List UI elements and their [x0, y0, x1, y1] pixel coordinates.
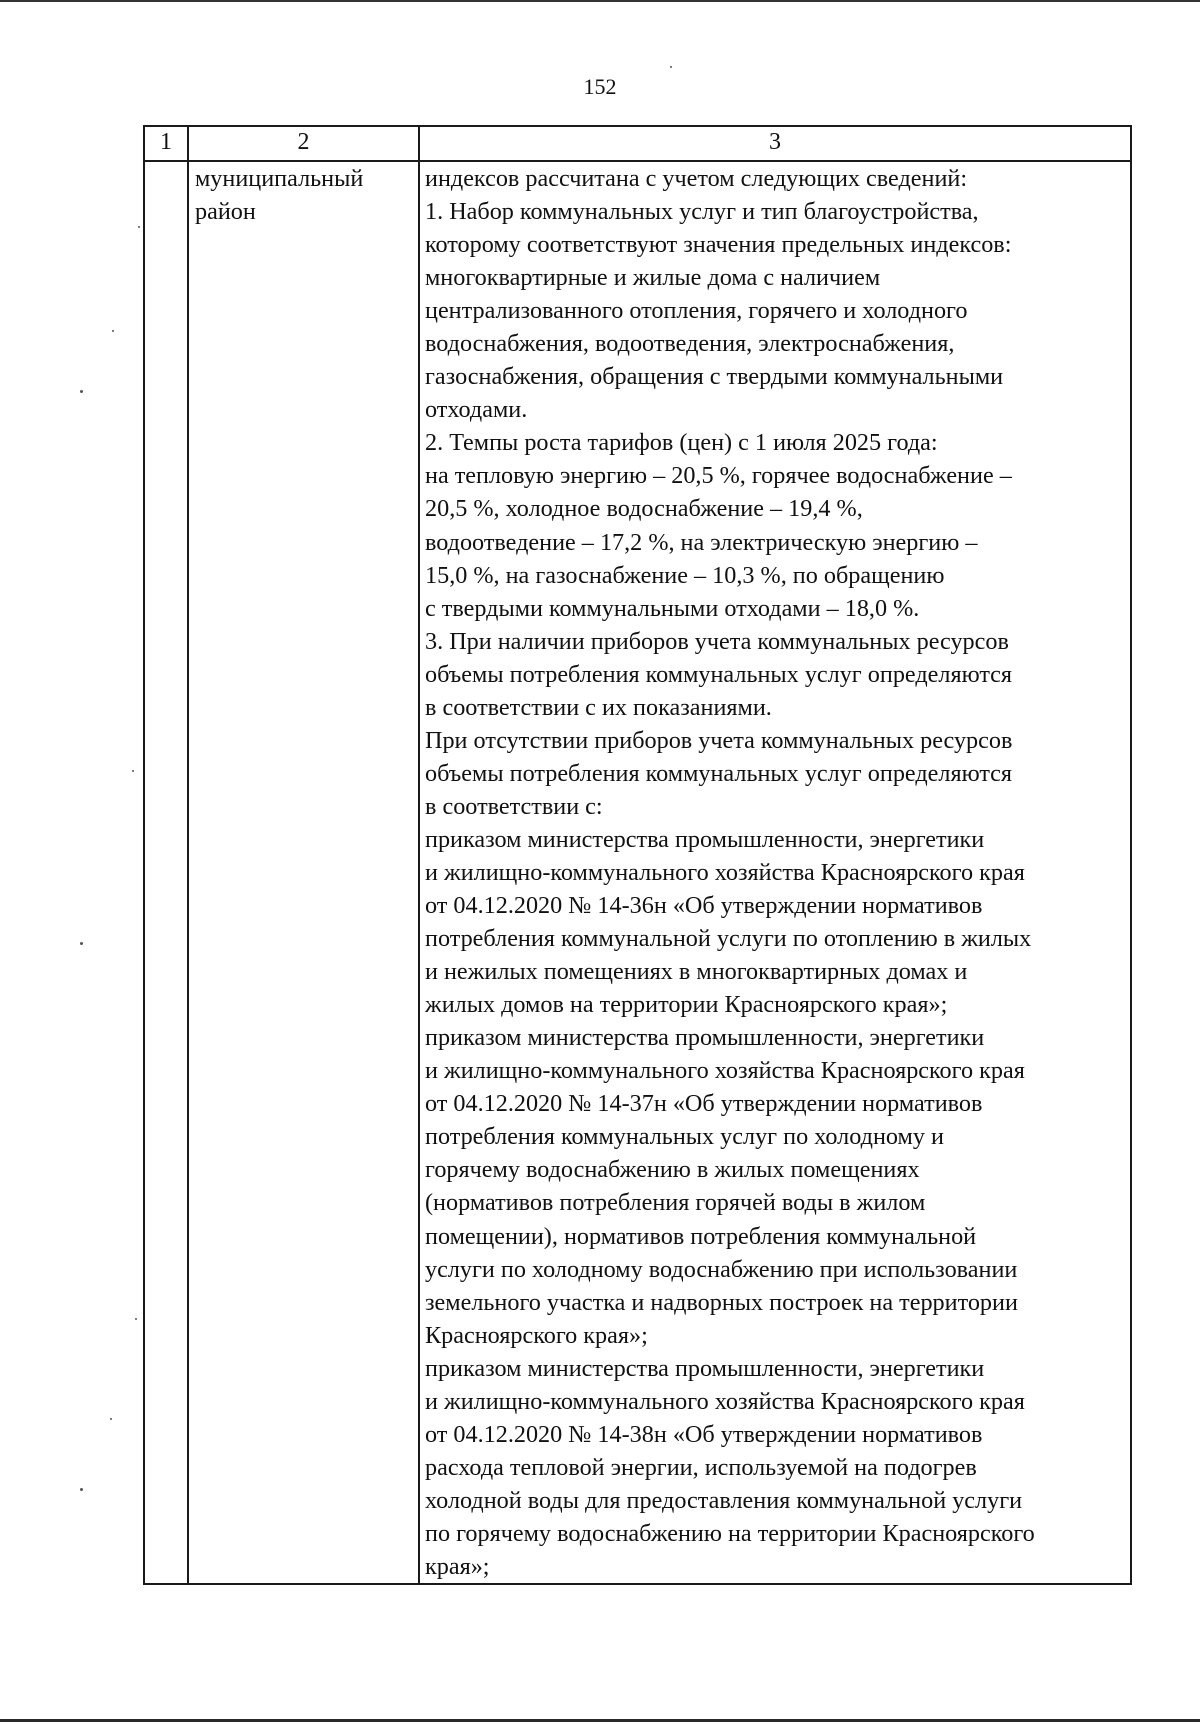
cell-line: и жилищно-коммунального хозяйства Красноярского края	[425, 1057, 1025, 1085]
cell-line: (нормативов потребления горячей воды в жилом	[425, 1189, 926, 1217]
cell-line: жилых домов на территории Красноярского края»;	[425, 991, 948, 1019]
cell-line: При отсутствии приборов учета коммунальных ресурсов	[425, 726, 1013, 754]
content-table	[143, 125, 1132, 1585]
cell-line: от 04.12.2020 № 14-38н «Об утверждении нормативов	[425, 1420, 983, 1448]
cell-line: на тепловую энергию – 20,5 %, горячее водоснабжение –	[425, 462, 1012, 490]
scan-edge-top	[0, 0, 1200, 2]
cell-line: приказом министерства промышленности, энергетики	[425, 1354, 985, 1382]
table-row	[144, 161, 1131, 1584]
cell-line: Красноярского края»;	[425, 1321, 648, 1349]
row-cell-description	[419, 161, 1131, 1584]
cell-line: многоквартирные и жилые дома с наличием	[425, 264, 881, 292]
cell-line: и жилищно-коммунального хозяйства Красноярского края	[425, 858, 1025, 886]
cell-line: расхода тепловой энергии, используемой на подогрев	[425, 1453, 977, 1481]
cell-line: горячему водоснабжению в жилых помещениях	[425, 1156, 920, 1184]
cell-line: индексов рассчитана с учетом следующих сведений:	[425, 165, 968, 192]
cell-line: приказом министерства промышленности, энергетики	[425, 825, 985, 853]
cell-line: по горячему водоснабжению на территории Красноярского	[425, 1519, 1035, 1547]
page-number: 152	[583, 74, 617, 99]
cell-line: объемы потребления коммунальных услуг определяются	[425, 660, 1013, 688]
cell-line: потребления коммунальных услуг по холодному и	[425, 1123, 944, 1151]
cell-line: 2. Темпы роста тарифов (цен) с 1 июля 2025 года:	[425, 429, 938, 457]
scan-speck	[132, 770, 134, 772]
cell-line: объемы потребления коммунальных услуг определяются	[425, 759, 1013, 787]
row-cell-number	[144, 161, 188, 1584]
cell-line: края»;	[425, 1552, 490, 1580]
cell-line: от 04.12.2020 № 14-37н «Об утверждении нормативов	[425, 1090, 983, 1118]
scan-edge-bottom	[0, 1719, 1200, 1722]
header-cell-2: 2	[188, 126, 419, 161]
cell-line: отходами.	[425, 396, 528, 424]
cell-line: земельного участка и надворных построек на территории	[425, 1288, 1018, 1316]
scan-speck	[80, 390, 83, 393]
cell-line: водоснабжения, водоотведения, электроснабжения,	[425, 330, 955, 358]
scan-speck	[670, 66, 672, 68]
cell-line: водоотведение – 17,2 %, на электрическую энергию –	[425, 528, 978, 556]
cell-line: услуги по холодному водоснабжению при использовании	[425, 1255, 1018, 1283]
cell-line: муниципальный	[195, 165, 364, 192]
row-cell-municipality	[188, 161, 419, 1584]
cell-line: которому соответствуют значения предельных индексов:	[425, 231, 1012, 259]
scan-speck	[110, 1418, 112, 1420]
table-header-row	[144, 126, 1131, 161]
scan-speck	[138, 226, 140, 228]
cell-line: и жилищно-коммунального хозяйства Красноярского края	[425, 1387, 1025, 1415]
cell-line: район	[195, 198, 256, 226]
cell-line: 1. Набор коммунальных услуг и тип благоустройства,	[425, 198, 979, 226]
scan-speck	[80, 1488, 83, 1491]
cell-line: 20,5 %, холодное водоснабжение – 19,4 %,	[425, 495, 863, 523]
scan-speck	[112, 330, 114, 332]
cell-line: в соответствии с их показаниями.	[425, 693, 772, 721]
cell-line: приказом министерства промышленности, энергетики	[425, 1024, 985, 1052]
cell-line: с твердыми коммунальными отходами – 18,0 %.	[425, 594, 920, 622]
cell-line: 15,0 %, на газоснабжение – 10,3 %, по обращению	[425, 561, 945, 589]
header-cell-1: 1	[144, 126, 188, 161]
scan-speck	[80, 942, 83, 945]
cell-line: 3. При наличии приборов учета коммунальных ресурсов	[425, 627, 1009, 655]
cell-line: централизованного отопления, горячего и холодного	[425, 297, 968, 325]
cell-line: холодной воды для предоставления коммунальной услуги	[425, 1486, 1023, 1514]
cell-line: и нежилых помещениях в многоквартирных домах и	[425, 958, 968, 986]
cell-line: помещении), нормативов потребления коммунальной	[425, 1222, 977, 1250]
cell-line: потребления коммунальной услуги по отоплению в жилых	[425, 925, 1032, 953]
cell-line: в соответствии с:	[425, 792, 603, 820]
cell-line: газоснабжения, обращения с твердыми коммунальными	[425, 363, 1004, 391]
cell-line: от 04.12.2020 № 14-36н «Об утверждении нормативов	[425, 892, 983, 920]
header-cell-3: 3	[419, 126, 1131, 161]
scan-speck	[135, 1318, 137, 1320]
